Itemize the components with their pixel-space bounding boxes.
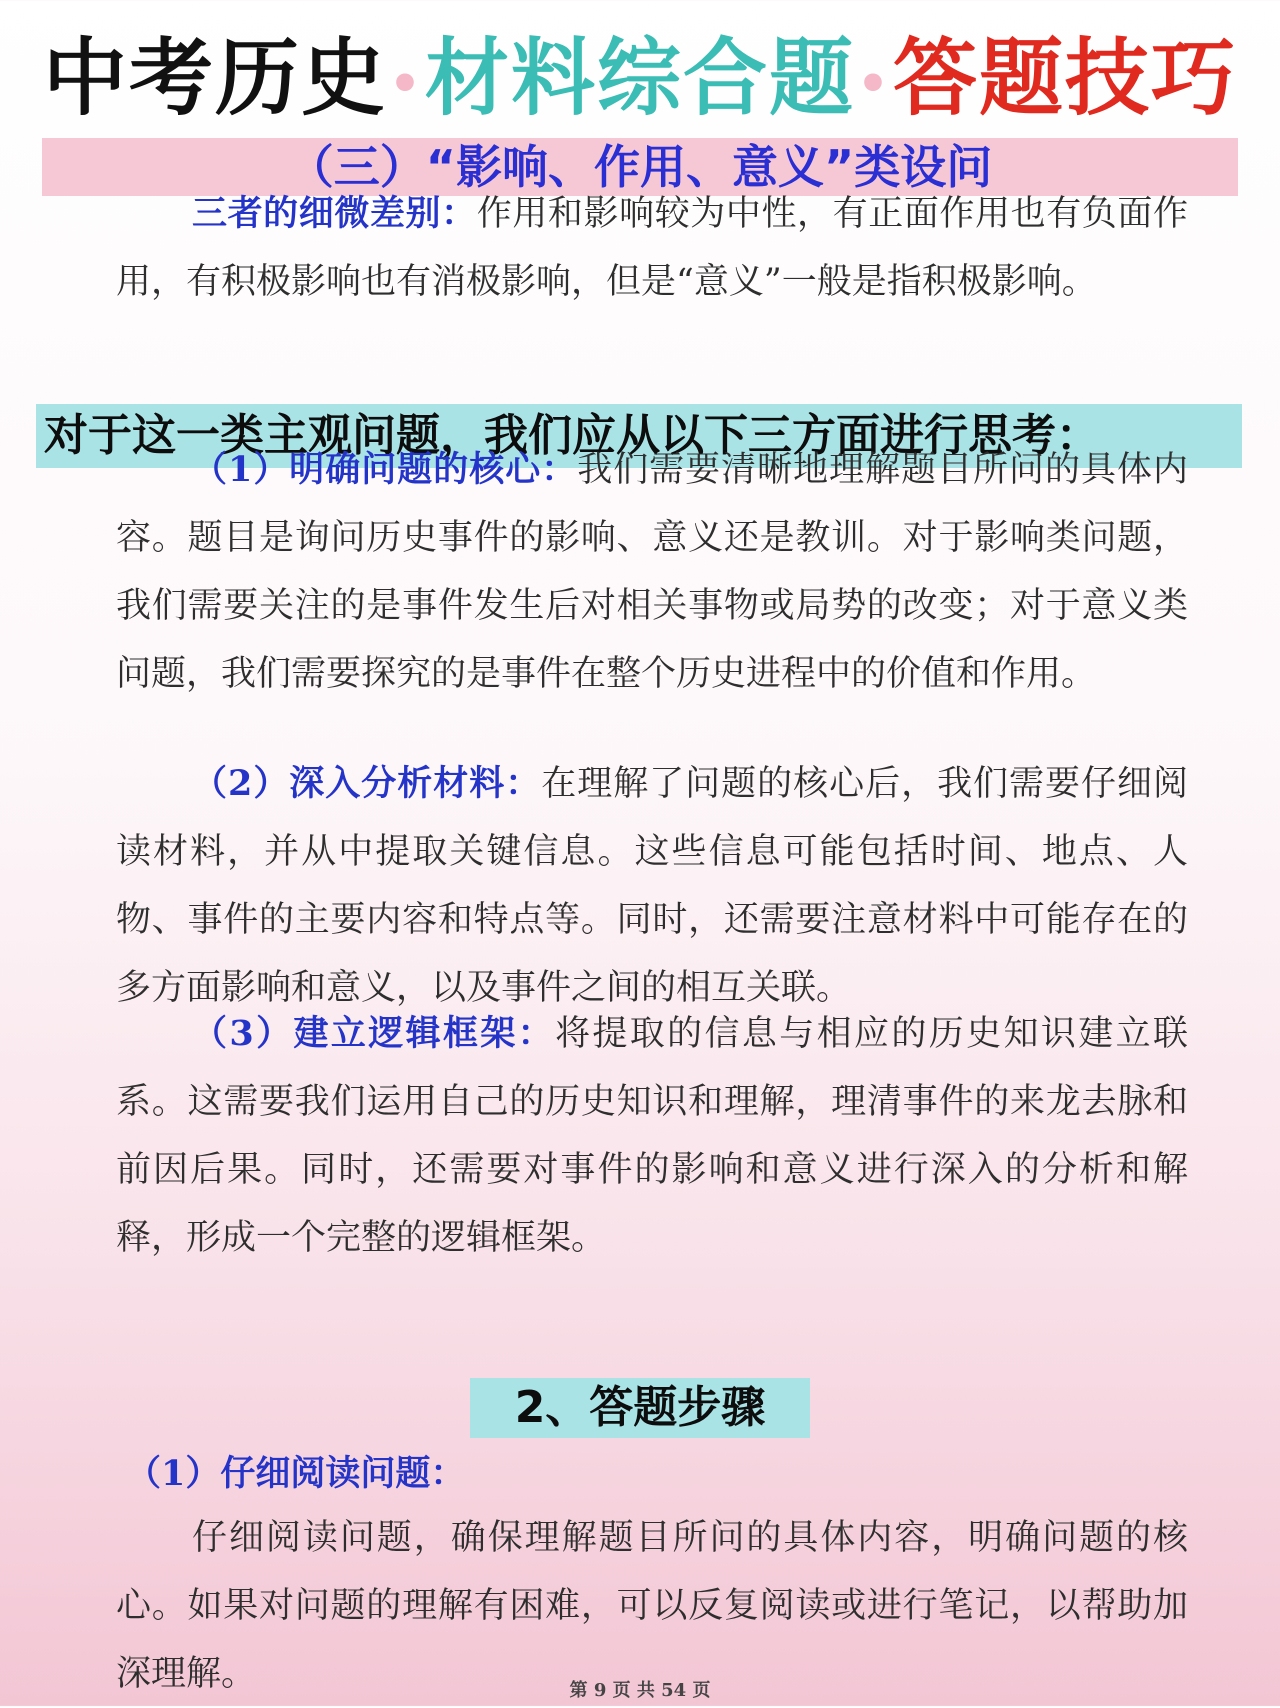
step1-heading: （1）仔细阅读问题：	[126, 1453, 466, 1494]
difference-paragraph	[116, 180, 1188, 316]
point-text-3: 将提取的信息与相应的历史知识建立联系。这需要我们运用自己的历史知识和理解，理清事件的来龙去脉和前因后果。同时，还需要对事件的影响和意义进行深入的分析和解释，形成一个完整的逻辑框架。	[116, 1014, 1188, 1258]
thinking-banner: 对于这一类主观问题，我们应从以下三方面进行思考：	[36, 404, 1242, 468]
point-paragraph-2	[116, 750, 1188, 1022]
point-lead-3: （3）建立逻辑框架：	[192, 1013, 556, 1054]
difference-lead: 三者的细微差别：	[192, 193, 477, 234]
section-heading: （三）“影响、作用、意义”类设问	[42, 138, 1238, 196]
point-paragraph-1	[116, 436, 1188, 708]
title-part-material: 材料综合题	[424, 29, 855, 127]
page-title	[0, 18, 1280, 138]
page-number-footer: 第 9 页 共 54 页	[569, 1680, 711, 1701]
point-text-2: 在理解了问题的核心后，我们需要仔细阅读材料，并从中提取关键信息。这些信息可能包括时间、地点、人物、事件的主要内容和特点等。同时，还需要注意材料中可能存在的多方面影响和意义，以及事件之间的相互关联。	[116, 764, 1188, 1008]
step1-paragraph: 仔细阅读问题，确保理解题目所问的具体内容，明确问题的核心。如果对问题的理解有困难，可以反复阅读或进行笔记，以帮助加深理解。	[116, 1518, 1188, 1694]
point-lead-1: （1）明确问题的核心：	[192, 449, 578, 490]
title-part-history: 中考历史	[43, 29, 388, 127]
title-separator-dot: •	[857, 55, 891, 114]
difference-text: 作用和影响较为中性，有正面作用也有负面作用，有积极影响也有消极影响，但是“意义”一般是指积极影响。	[116, 194, 1188, 302]
title-separator-dot: •	[389, 55, 423, 114]
point-text-1: 我们需要清晰地理解题目所问的具体内容。题目是询问历史事件的影响、意义还是教训。对于影响类问题，我们需要关注的是事件发生后对相关事物或局势的改变；对于意义类问题，我们需要探究的是事件在整个历史进程中的价值和作用。	[116, 450, 1188, 694]
steps-heading: 2、答题步骤	[470, 1378, 810, 1438]
point-lead-2: （2）深入分析材料：	[192, 763, 542, 804]
point-paragraph-3	[116, 1000, 1188, 1272]
title-part-technique: 答题技巧	[892, 29, 1237, 127]
